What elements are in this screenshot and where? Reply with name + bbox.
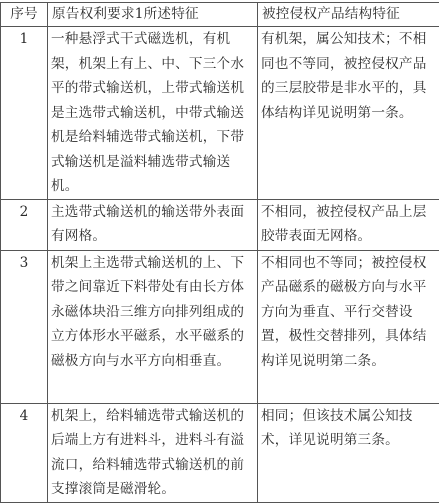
- row-claim-text: 机架上，给料辅选带式输送机的后端上方有进料斗，进料斗有溢流口，给料辅选带式输送机的前支撑滚筒是磁滑轮。: [48, 403, 258, 502]
- row-claim-text: 一种悬浮式干式磁选机，有机架，机架上有上、中、下三个水平的带式输送机，上带式输送机是主选带式输送机，中带式输送机是给料辅选带式输送机，下带式输送机是溢料辅选带式输送机。: [48, 27, 258, 200]
- row-accused-text: 不相同，被控侵权产品上层胶带表面无网格。: [258, 199, 439, 250]
- header-accused-features: 被控侵权产品结构特征: [258, 3, 439, 27]
- row-seq: 1: [1, 27, 48, 200]
- table-row: [1, 27, 439, 200]
- row-claim-text: 机架上主选带式输送机的上、下带之间靠近下料带处有由长方体永磁体块沿三维方向排列组成的立方体形水平磁系，水平磁系的磁极方向与水平方向相垂直。: [48, 250, 258, 403]
- row-accused-text: 不相同也不等同；被控侵权产品磁系的磁极方向与水平方向为垂直、平行交替设置，极性交替排列，具体结构详见说明第二条。: [258, 250, 439, 403]
- row-claim-text: 主选带式输送机的输送带外表面有网格。: [48, 199, 258, 250]
- table-header-row: [1, 3, 439, 27]
- header-seq: 序号: [1, 3, 48, 27]
- header-claim-features: 原告权利要求1所述特征: [48, 3, 258, 27]
- row-seq: 3: [1, 250, 48, 403]
- table-row: [1, 199, 439, 250]
- table-row: [1, 250, 439, 403]
- row-seq: 4: [1, 403, 48, 502]
- row-accused-text: 相同；但该技术属公知技术，详见说明第三条。: [258, 403, 439, 502]
- row-seq: 2: [1, 199, 48, 250]
- row-accused-text: 有机架，属公知技术；不相同也不等同，被控侵权产品的三层胶带是非水平的，具体结构详见说明第一条。: [258, 27, 439, 200]
- claims-comparison-table: [0, 2, 439, 503]
